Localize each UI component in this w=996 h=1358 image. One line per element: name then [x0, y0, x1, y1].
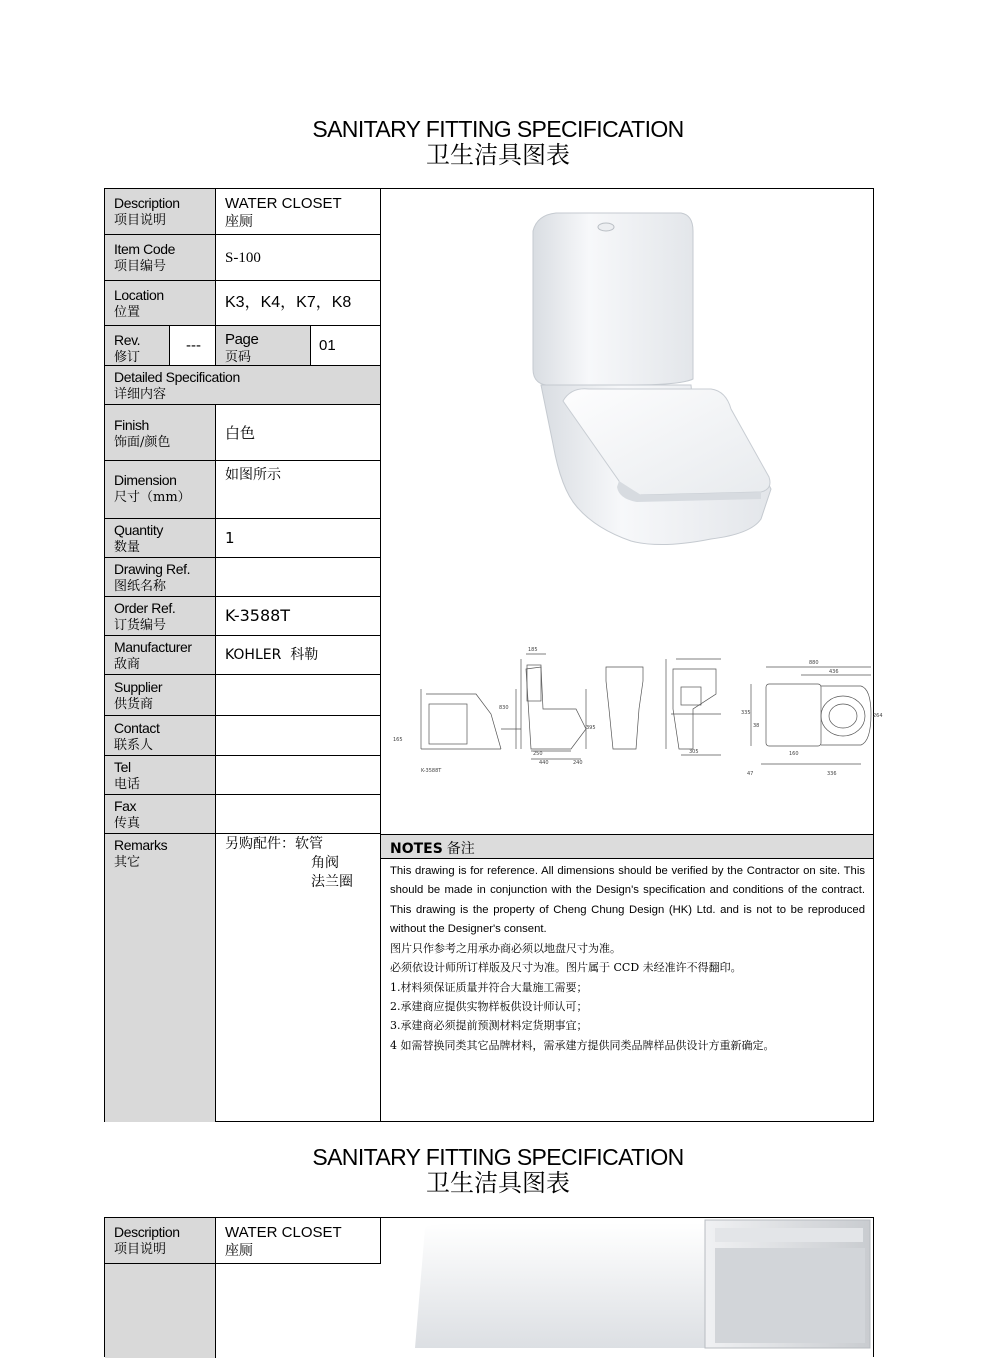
- tel-value: [216, 756, 381, 795]
- spec-sheet: [104, 188, 883, 1122]
- svg-text:305: 305: [689, 749, 699, 755]
- notes-line: 1.材料须保证质量并符合大量施工需要；: [390, 980, 588, 994]
- svg-text:165: 165: [393, 737, 403, 743]
- svg-text:185: 185: [528, 647, 538, 653]
- item-code-label: Item Code 项目编号: [105, 235, 216, 281]
- svg-text:395: 395: [586, 725, 596, 731]
- remarks-value: 另购配件：软管 角阀 法兰圈: [216, 834, 381, 1122]
- product-image-pane: [381, 189, 883, 834]
- technical-drawing: [421, 654, 871, 764]
- fax-value: [216, 795, 381, 834]
- page-value: 01: [311, 326, 381, 366]
- svg-text:264: 264: [873, 713, 883, 719]
- fax-label: Fax 传真: [105, 795, 216, 834]
- notes-line: 2.承建商应提供实物样板供设计师认可；: [390, 1000, 588, 1014]
- item-code-value: S-100: [216, 235, 381, 281]
- svg-text:436: 436: [829, 669, 839, 675]
- notes-header: NOTES 备注: [381, 834, 873, 859]
- dimension-label: Dimension 尺寸（mm）: [105, 461, 216, 519]
- drawing-ref-value: [216, 558, 381, 597]
- svg-text:335: 335: [741, 710, 751, 716]
- dimension-value: 如图所示: [216, 461, 381, 519]
- remarks-label: Remarks 其它: [105, 834, 216, 1122]
- second-label-column: [105, 1264, 216, 1358]
- supplier-label: Supplier 供货商: [105, 675, 216, 716]
- notes-paragraph: This drawing is for reference. All dimensions should be verified by the Contractor on site. This should be made in conjunction with the Design's specification and conditions of the contract. This drawing is the property of Cheng Chung Design (HK) Ltd. and is not to be reproduced without the Designer's consent.: [390, 865, 865, 935]
- finish-value: 白色: [216, 405, 381, 461]
- svg-text:830: 830: [499, 705, 509, 711]
- notes-line: 3.承建商必须提前预测材料定货期事宜；: [390, 1019, 588, 1033]
- contact-value: [216, 716, 381, 756]
- page-label: Page 页码: [216, 326, 311, 366]
- order-ref-value: K-3588T: [216, 597, 381, 636]
- drawing-ref-label: Drawing Ref. 图纸名称: [105, 558, 216, 597]
- svg-text:880: 880: [809, 660, 819, 666]
- notes-line: 4 如需替换同类其它品牌材料，需承建方提供同类品牌样品供设计方重新确定。: [390, 1038, 775, 1052]
- drawing-dimension-labels: [393, 647, 883, 777]
- second-description-label: Description 项目说明: [105, 1218, 216, 1264]
- svg-text:160: 160: [789, 751, 799, 757]
- second-spec-sheet: [104, 1217, 874, 1357]
- second-page-title: SANITARY FITTING SPECIFICATION 卫生洁具图表: [312, 1144, 684, 1197]
- toilet-photo: [381, 189, 883, 834]
- manufacturer-value: KOHLER 科勒: [216, 636, 381, 675]
- svg-text:250: 250: [533, 751, 543, 757]
- svg-text:336: 336: [827, 771, 837, 777]
- second-value-column: [216, 1264, 381, 1358]
- description-label: Description 项目说明: [105, 189, 216, 235]
- svg-text:K-3588T: K-3588T: [421, 768, 442, 774]
- supplier-value: [216, 675, 381, 716]
- svg-text:47: 47: [747, 771, 754, 777]
- svg-text:440: 440: [539, 760, 549, 766]
- location-value: K3，K4，K7，K8: [216, 281, 381, 326]
- notes-line: 必须依设计师所订样版及尺寸为准。图片属于 CCD 未经准许不得翻印。: [390, 961, 742, 975]
- order-ref-label: Order Ref. 订货编号: [105, 597, 216, 636]
- location-label: Location 位置: [105, 281, 216, 326]
- contact-label: Contact 联系人: [105, 716, 216, 756]
- smart-toilet-photo: [405, 1218, 875, 1348]
- notes-line: 图片只作参考之用承办商必须以地盘尺寸为准。: [390, 942, 621, 956]
- title-cn: 卫生洁具图表: [426, 141, 570, 169]
- page-title: [0, 116, 996, 168]
- title-en: SANITARY FITTING SPECIFICATION: [312, 116, 684, 142]
- manufacturer-label: Manufacturer 敌商: [105, 636, 216, 675]
- detailed-spec-header: Detailed Specification 详细内容: [105, 366, 381, 405]
- tel-label: Tel 电话: [105, 756, 216, 795]
- finish-label: Finish 饰面/颜色: [105, 405, 216, 461]
- second-description-value: WATER CLOSET 座厕: [216, 1218, 381, 1264]
- svg-text:38: 38: [753, 723, 760, 729]
- quantity-value: 1: [216, 519, 381, 558]
- rev-label: Rev. 修订: [105, 326, 170, 366]
- rev-value: ---: [170, 326, 216, 366]
- notes-body: [381, 859, 873, 1121]
- quantity-label: Quantity 数量: [105, 519, 216, 558]
- description-value: WATER CLOSET 座厕: [216, 189, 381, 235]
- svg-text:240: 240: [573, 760, 583, 766]
